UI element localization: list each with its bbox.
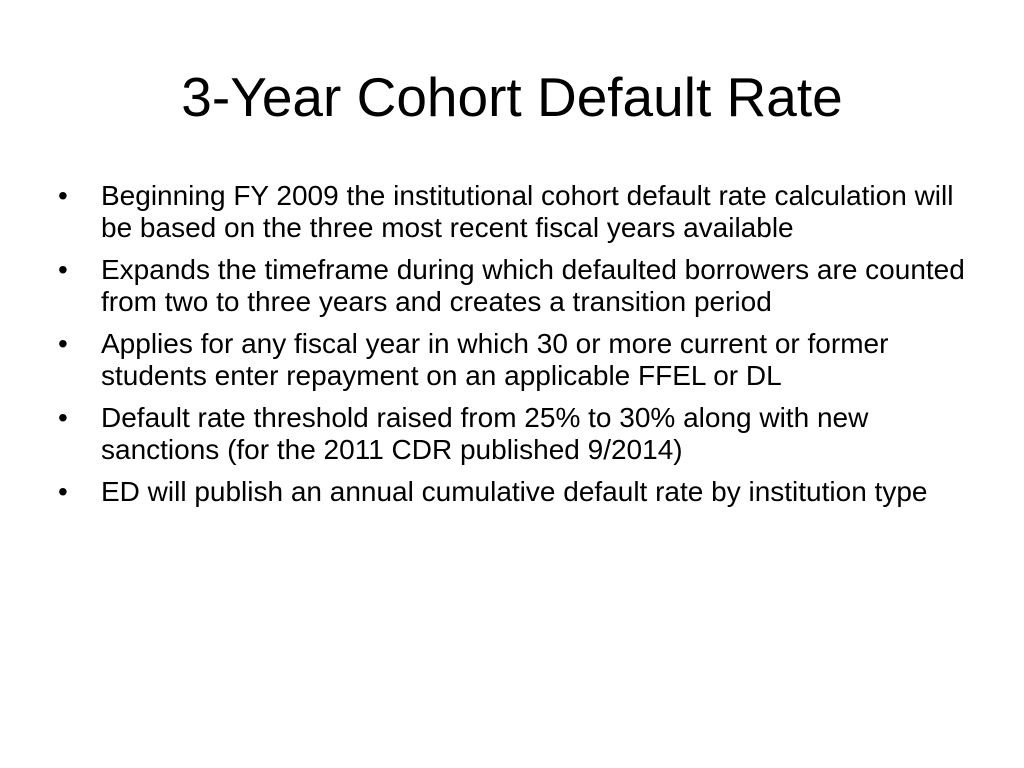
- bullet-text: Expands the timeframe during which defaulted borrowers are counted from two to three years and creates a transition period: [101, 254, 965, 317]
- bullet-item: [58, 402, 968, 466]
- bullet-list: [58, 180, 968, 518]
- bullet-text: Applies for any fiscal year in which 30 or more current or former students enter repayment on an applicable FFEL or DL: [101, 328, 889, 391]
- bullet-icon: •: [58, 476, 68, 507]
- bullet-item: [58, 328, 968, 392]
- bullet-icon: •: [58, 254, 68, 285]
- bullet-icon: •: [58, 402, 68, 433]
- bullet-item: [58, 254, 968, 318]
- slide-title: 3-Year Cohort Default Rate: [181, 66, 843, 128]
- bullet-text: ED will publish an annual cumulative default rate by institution type: [101, 476, 928, 507]
- bullet-item: [58, 476, 968, 508]
- bullet-item: [58, 180, 968, 244]
- bullet-icon: •: [58, 180, 68, 211]
- bullet-icon: •: [58, 328, 68, 359]
- bullet-text: Beginning FY 2009 the institutional cohort default rate calculation will be based on the three most recent fiscal years available: [101, 180, 954, 243]
- bullet-text: Default rate threshold raised from 25% to 30% along with new sanctions (for the 2011 CDR published 9/2014): [101, 402, 869, 465]
